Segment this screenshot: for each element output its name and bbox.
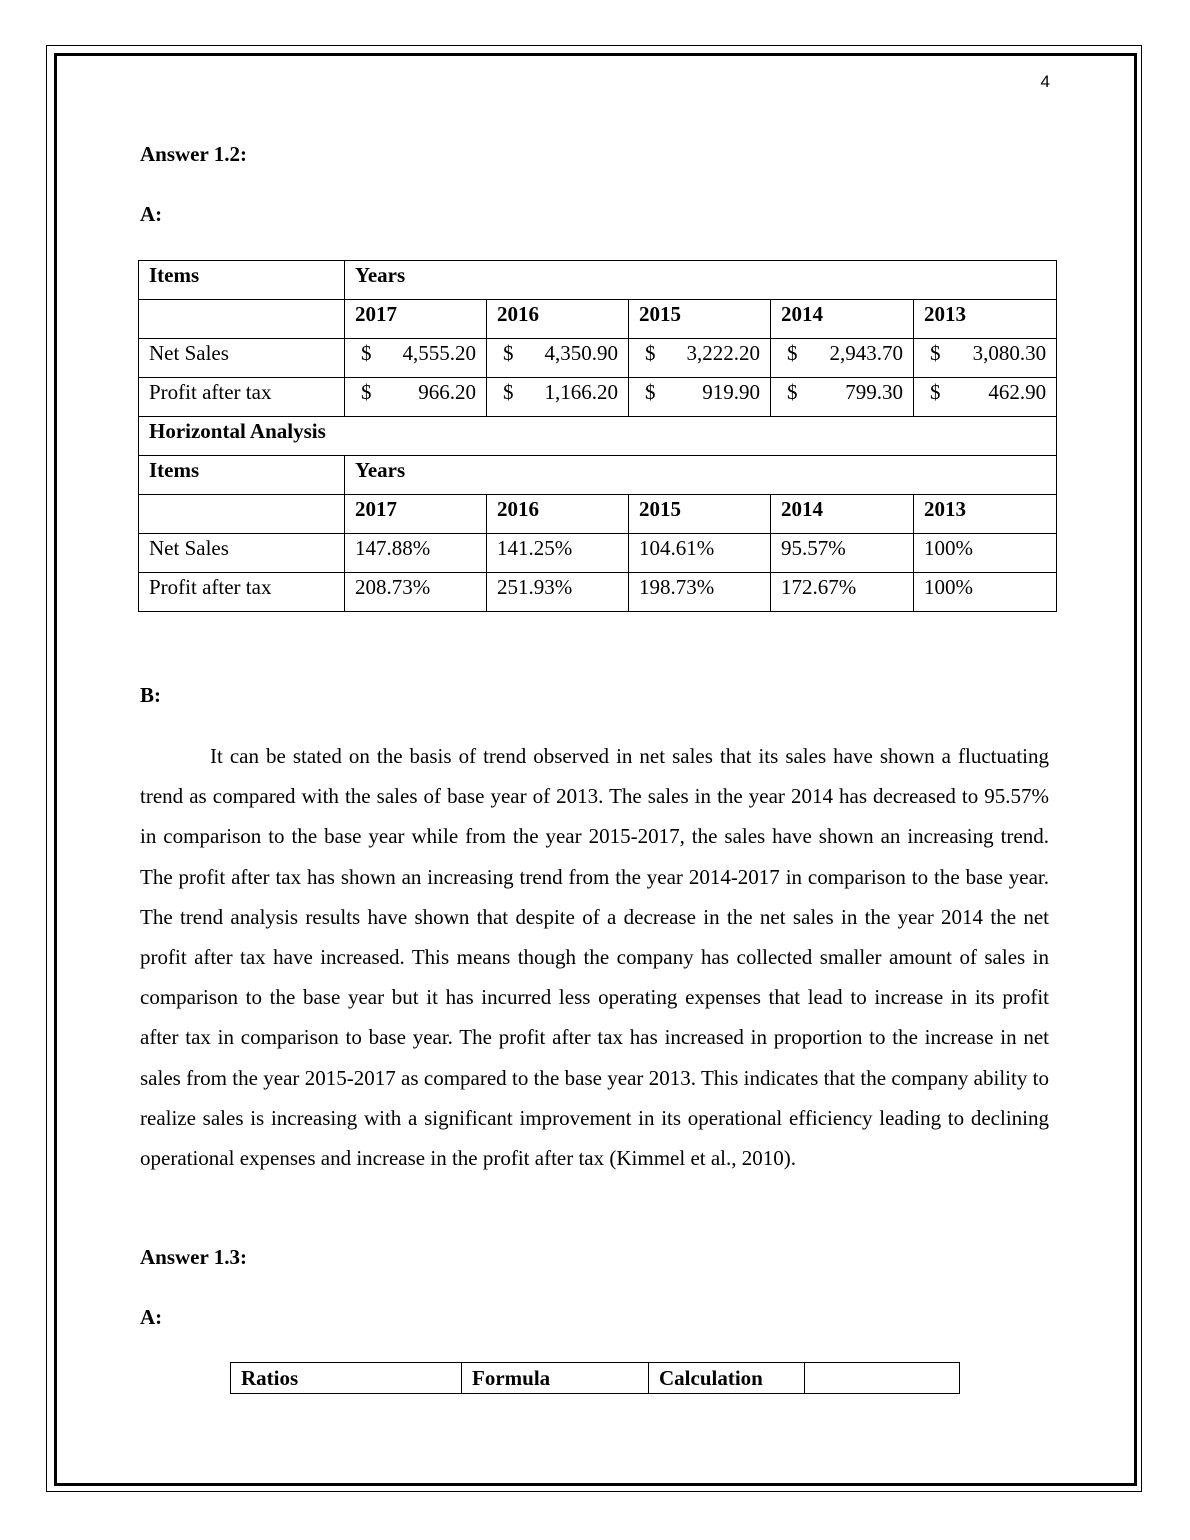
money-cell xyxy=(345,339,487,378)
table-row xyxy=(139,573,1057,612)
amount: 1,166.20 xyxy=(544,380,618,404)
money-cell xyxy=(914,378,1057,417)
trend-analysis-table xyxy=(138,260,1057,612)
currency-symbol: $ xyxy=(930,341,941,365)
currency-symbol: $ xyxy=(787,380,798,404)
horizontal-analysis-title: Horizontal Analysis xyxy=(139,417,1057,456)
calculation-header: Calculation xyxy=(649,1363,805,1394)
row-label: Net Sales xyxy=(139,339,345,378)
answer-1-2-heading: Answer 1.2: xyxy=(140,142,247,166)
empty-cell xyxy=(139,495,345,534)
year-cell: 2014 xyxy=(771,495,914,534)
money-cell xyxy=(487,339,629,378)
percent-cell: 100% xyxy=(914,534,1057,573)
empty-cell xyxy=(139,300,345,339)
empty-header xyxy=(805,1363,960,1394)
table-row xyxy=(139,339,1057,378)
row-label: Profit after tax xyxy=(139,378,345,417)
table-row xyxy=(139,534,1057,573)
year-cell: 2014 xyxy=(771,300,914,339)
items-header: Items xyxy=(139,456,345,495)
years-row xyxy=(139,495,1057,534)
year-cell: 2016 xyxy=(487,300,629,339)
table-row xyxy=(139,378,1057,417)
money-cell xyxy=(771,339,914,378)
table-header-row xyxy=(139,261,1057,300)
amount: 966.20 xyxy=(418,380,476,404)
currency-symbol: $ xyxy=(645,341,656,365)
answer-1-3-heading: Answer 1.3: xyxy=(140,1245,247,1269)
ratios-table xyxy=(230,1362,960,1394)
years-header: Years xyxy=(345,261,1057,300)
percent-cell: 147.88% xyxy=(345,534,487,573)
currency-symbol: $ xyxy=(645,380,656,404)
part-a-label: A: xyxy=(140,202,163,226)
money-cell xyxy=(629,378,771,417)
amount: 2,943.70 xyxy=(829,341,903,365)
amount: 4,350.90 xyxy=(544,341,618,365)
page-number: 4 xyxy=(1040,72,1050,91)
row-label: Net Sales xyxy=(139,534,345,573)
horizontal-analysis-row xyxy=(139,417,1057,456)
currency-symbol: $ xyxy=(930,380,941,404)
percent-cell: 198.73% xyxy=(629,573,771,612)
year-cell: 2013 xyxy=(914,495,1057,534)
currency-symbol: $ xyxy=(503,341,514,365)
part-a-label-1-3: A: xyxy=(140,1305,163,1329)
analysis-paragraph: It can be stated on the basis of trend observed in net sales that its sales have shown a fluctuating trend as compared with the sales of base year of 2013. The sales in the year 2014 has decreased to 95.57% in comparison to the base year while from the year 2015-2017, the sales have shown an increasing trend. The profit after tax has shown an increasing trend from the year 2014-2017 in comparison to the base year. The trend analysis results have shown that despite of a decrease in the net sales in the year 2014 the net profit after tax have increased. This means though the company has collected smaller amount of sales in comparison to the base year but it has incurred less operating expenses that lead to increase in its profit after tax in comparison to base year. The profit after tax has increased in proportion to the increase in net sales from the year 2015-2017 as compared to the base year 2013. This indicates that the company ability to realize sales is increasing with a significant improvement in its operational efficiency leading to declining operational expenses and increase in the profit after tax (Kimmel et al., 2010). xyxy=(140,744,1049,1171)
row-label: Profit after tax xyxy=(139,573,345,612)
part-b-label: B: xyxy=(140,683,161,707)
year-cell: 2016 xyxy=(487,495,629,534)
percent-cell: 208.73% xyxy=(345,573,487,612)
ratios-header-row xyxy=(231,1363,960,1394)
ratios-header: Ratios xyxy=(231,1363,462,1394)
amount: 3,222.20 xyxy=(686,341,760,365)
amount: 919.90 xyxy=(702,380,760,404)
percent-cell: 104.61% xyxy=(629,534,771,573)
percent-cell: 95.57% xyxy=(771,534,914,573)
money-cell xyxy=(914,339,1057,378)
percent-cell: 141.25% xyxy=(487,534,629,573)
money-cell xyxy=(771,378,914,417)
money-cell xyxy=(345,378,487,417)
years-header: Years xyxy=(345,456,1057,495)
percent-cell: 251.93% xyxy=(487,573,629,612)
amount: 799.30 xyxy=(845,380,903,404)
years-row xyxy=(139,300,1057,339)
items-header: Items xyxy=(139,261,345,300)
currency-symbol: $ xyxy=(361,380,372,404)
money-cell xyxy=(629,339,771,378)
percent-cell: 100% xyxy=(914,573,1057,612)
year-cell: 2013 xyxy=(914,300,1057,339)
amount: 3,080.30 xyxy=(972,341,1047,365)
money-cell xyxy=(487,378,629,417)
table-header-row xyxy=(139,456,1057,495)
currency-symbol: $ xyxy=(787,341,798,365)
currency-symbol: $ xyxy=(361,341,372,365)
currency-symbol: $ xyxy=(503,380,514,404)
year-cell: 2017 xyxy=(345,495,487,534)
year-cell: 2015 xyxy=(629,300,771,339)
amount: 4,555.20 xyxy=(402,341,476,365)
year-cell: 2015 xyxy=(629,495,771,534)
amount: 462.90 xyxy=(988,380,1047,404)
formula-header: Formula xyxy=(462,1363,649,1394)
year-cell: 2017 xyxy=(345,300,487,339)
percent-cell: 172.67% xyxy=(771,573,914,612)
